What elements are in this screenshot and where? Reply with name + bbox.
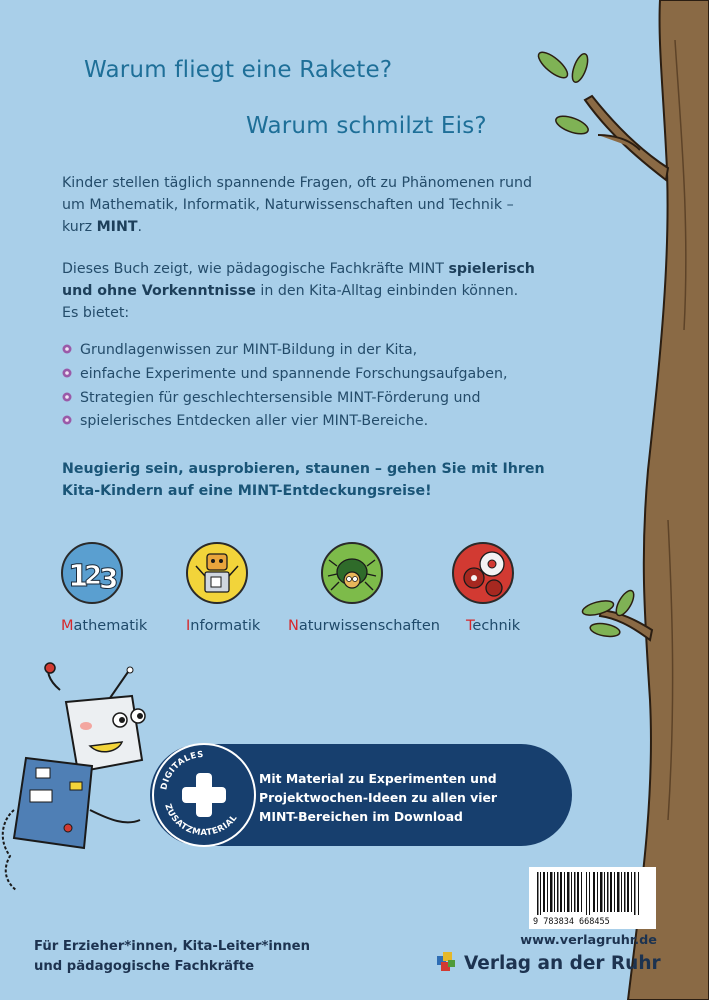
- flower-bullet-icon: [62, 392, 72, 402]
- callout-line: Neugierig sein, ausprobieren, staunen – gehen Sie mit Ihren: [62, 461, 545, 477]
- intro-paragraph-1: [62, 172, 532, 238]
- label-informatik: Informatik: [186, 618, 261, 634]
- label-technik: Technik: [466, 618, 521, 634]
- intro-line: und ohne Vorkenntnisse in den Kita-Alltag einbinden können.: [62, 283, 519, 299]
- bug-icon: [321, 542, 383, 604]
- intro-line: Es bietet:: [62, 305, 130, 321]
- digital-badge-ring-text: [152, 743, 256, 847]
- robot-icon: [186, 542, 248, 604]
- intro-line: um Mathematik, Informatik, Naturwissenschaften und Technik –: [62, 197, 514, 213]
- robot-mascot-illustration: [0, 660, 170, 900]
- audience-line: Für Erzieher*innen, Kita-Leiter*innen: [34, 939, 311, 954]
- flower-bullet-icon: [62, 368, 72, 378]
- question-ice: Warum schmilzt Eis?: [246, 113, 487, 139]
- bullet-item: Strategien für geschlechtersensible MINT-Förderung und: [62, 390, 481, 406]
- callout-text: [62, 458, 545, 502]
- bullet-item: einfache Experimente und spannende Forschungsaufgaben,: [62, 366, 507, 382]
- barcode-digits: 9 783834 668455: [533, 917, 610, 927]
- intro-line: Kinder stellen täglich spannende Fragen, oft zu Phänomenen rund: [62, 175, 532, 191]
- digital-material-text: [259, 769, 497, 826]
- label-naturwissenschaften: Naturwissenschaften: [288, 618, 440, 634]
- label-mathematik: Mathematik: [61, 618, 148, 634]
- bullet-item: spielerisches Entdecken aller vier MINT-Bereiche.: [62, 413, 428, 429]
- publisher-url: www.verlagruhr.de: [520, 933, 657, 948]
- leaves-upper-icon: [535, 48, 591, 137]
- flower-bullet-icon: [62, 415, 72, 425]
- badge-line: Mit Material zu Experimenten und: [259, 771, 497, 786]
- publisher-logo: [437, 952, 661, 974]
- publisher-name: Verlag an der Ruhr: [464, 952, 661, 974]
- badge-line: MINT-Bereichen im Download: [259, 809, 463, 824]
- badge-ring-top-text: DIGITALES: [159, 749, 205, 791]
- svg-text:2: 2: [84, 561, 103, 591]
- intro-paragraph-2: [62, 258, 535, 324]
- intro-line: kurz MINT.: [62, 219, 143, 235]
- barcode-bars-icon: [529, 867, 656, 929]
- plus-icon: [182, 773, 226, 817]
- isbn-barcode: [529, 867, 656, 929]
- audience-text: [34, 937, 310, 977]
- gears-icon: [452, 542, 514, 604]
- svg-text:1: 1: [68, 559, 89, 594]
- audience-line: und pädagogische Fachkräfte: [34, 959, 255, 974]
- numbers-icon: [61, 542, 123, 604]
- flower-bullet-icon: [62, 344, 72, 354]
- bullet-item: Grundlagenwissen zur MINT-Bildung in der Kita,: [62, 342, 417, 358]
- intro-line: Dieses Buch zeigt, wie pädagogische Fachkräfte MINT spielerisch: [62, 261, 535, 277]
- badge-ring-bottom-text: ZUSATZMATERIAL: [162, 802, 240, 839]
- question-rocket: Warum fliegt eine Rakete?: [84, 57, 393, 83]
- badge-line: Projektwochen-Ideen zu allen vier: [259, 790, 498, 805]
- svg-text:3: 3: [99, 562, 119, 595]
- publisher-logo-icon: [437, 952, 459, 974]
- callout-line: Kita-Kindern auf eine MINT-Entdeckungsreise!: [62, 483, 432, 499]
